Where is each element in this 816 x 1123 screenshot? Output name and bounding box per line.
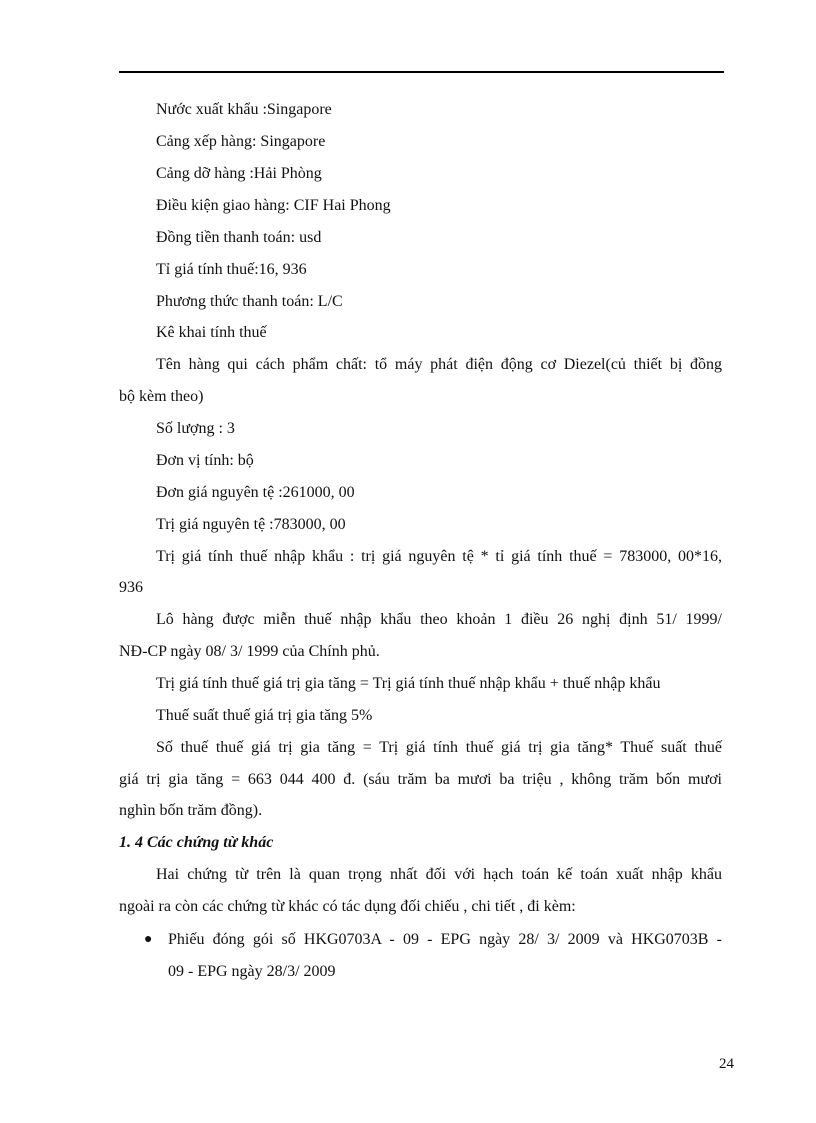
text-line: nghìn bốn trăm đồng).: [119, 802, 263, 819]
text-line: giá trị gia tăng = 663 044 400 đ. (sáu trăm ba mươi ba triệu , không trăm bốn mươi: [119, 771, 722, 788]
text-line: 936: [119, 579, 143, 596]
text-line: Phương thức thanh toán: L/C: [156, 293, 343, 310]
text-line: Trị giá tính thuế nhập khẩu : trị giá nguyên tệ * tỉ giá tính thuế = 783000, 00*16,: [156, 548, 722, 565]
text-line: Nước xuất khẩu :Singapore: [156, 101, 332, 118]
text-line: Hai chứng từ trên là quan trọng nhất đối với hạch toán kế toán xuất nhập khẩu: [156, 866, 722, 883]
text-line: Tỉ giá tính thuế:16, 936: [156, 261, 307, 278]
list-item: 09 - EPG ngày 28/3/ 2009: [168, 963, 336, 980]
text-line: Đơn giá nguyên tệ :261000, 00: [156, 484, 355, 501]
header-rule: [119, 71, 724, 73]
text-line: Cảng dỡ hàng :Hải Phòng: [156, 165, 322, 182]
text-line: ngoài ra còn các chứng từ khác có tác dụng đối chiếu , chi tiết , đi kèm:: [119, 898, 576, 915]
text-line: Đồng tiền thanh toán: usd: [156, 229, 322, 246]
text-line: bộ kèm theo): [119, 388, 204, 405]
text-line: Số lượng : 3: [156, 420, 235, 437]
text-line: Cảng xếp hàng: Singapore: [156, 133, 326, 150]
text-line: Trị giá tính thuế giá trị gia tăng = Trị giá tính thuế nhập khẩu + thuế nhập khẩu: [156, 675, 661, 692]
text-line: Thuế suất thuế giá trị gia tăng 5%: [156, 707, 373, 724]
text-line: Số thuế thuế giá trị gia tăng = Trị giá tính thuế giá trị gia tăng* Thuế suất thuế: [156, 739, 722, 756]
section-heading: 1. 4 Các chứng từ khác: [119, 834, 274, 851]
list-item: Phiếu đóng gói số HKG0703A - 09 - EPG ngày 28/ 3/ 2009 và HKG0703B -: [168, 931, 722, 948]
text-line: Điều kiện giao hàng: CIF Hai Phong: [156, 197, 391, 214]
text-line: NĐ-CP ngày 08/ 3/ 1999 của Chính phủ.: [119, 643, 380, 660]
text-line: Kê khai tính thuế: [156, 324, 267, 341]
text-line: Lô hàng được miễn thuế nhập khẩu theo khoản 1 điều 26 nghị định 51/ 1999/: [156, 611, 722, 628]
bullet-icon: ●: [144, 932, 153, 947]
page-number: 24: [719, 1056, 734, 1072]
text-line: Tên hàng qui cách phẩm chất: tổ máy phát điện động cơ Diezel(củ thiết bị đồng: [156, 356, 722, 373]
text-line: Đơn vị tính: bộ: [156, 452, 254, 469]
text-line: Trị giá nguyên tệ :783000, 00: [156, 516, 346, 533]
